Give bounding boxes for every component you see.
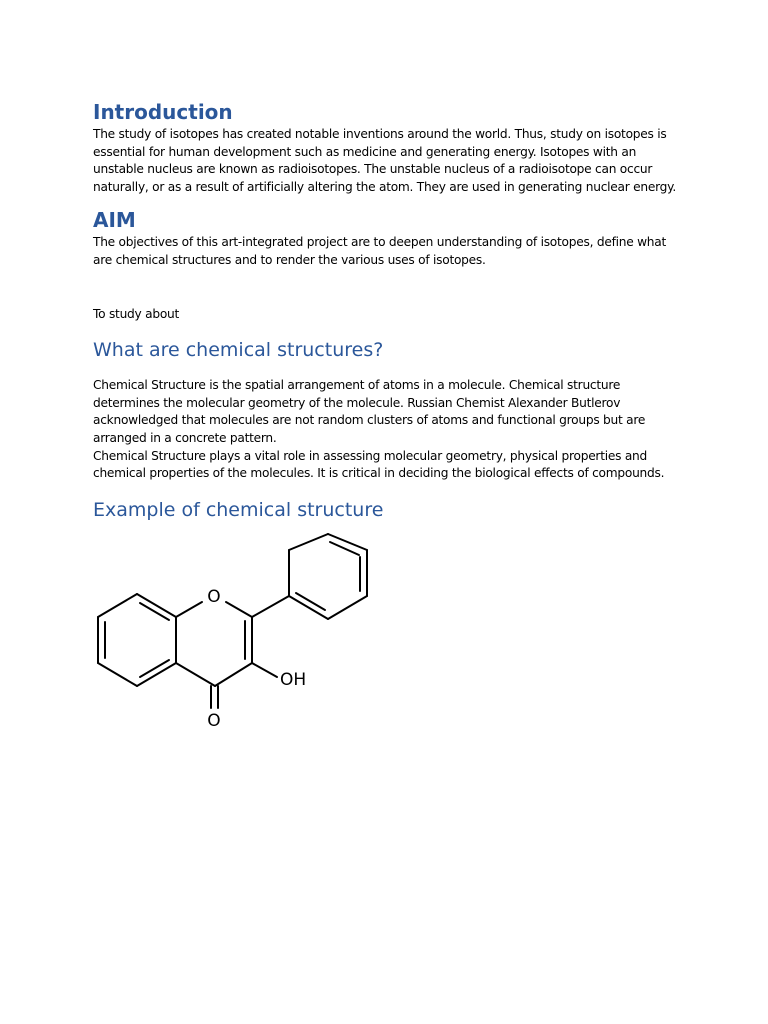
bond (215, 663, 252, 686)
bond (176, 663, 215, 686)
chemical-structures-body (93, 377, 678, 483)
bond (289, 534, 328, 550)
example-heading: Example of chemical structure (93, 498, 384, 521)
ring-oxygen-label: O (207, 587, 221, 607)
chemical-structures-paragraph-1: Chemical Structure is the spatial arrangement of atoms in a molecule. Chemical structure determines the molecular geometry of the molecule. Russian Chemist Alexander Butlerov acknowledged that molecules are not random clusters of atoms and functional groups but are arranged in a concrete pattern. (93, 378, 646, 445)
hydroxyl-label: OH (280, 670, 307, 690)
bond-double-inner (140, 660, 169, 677)
introduction-text: The study of isotopes has created notable inventions around the world. Thus, study on isotopes is essential for human development such as medicine and generating energy. Isotopes with an unstable nucleus are known as radioisotopes. The unstable nucleus of a radioisotope can occur naturally, or as a result of artificially altering the atom. They are used in generating nuclear energy. (93, 127, 676, 194)
structure-bonds (98, 534, 367, 708)
bond (252, 596, 289, 617)
bond (98, 594, 137, 617)
aim-heading: AIM (93, 208, 136, 233)
bond (328, 596, 367, 619)
carbonyl-oxygen-label: O (207, 711, 221, 731)
bond-double-inner (296, 593, 325, 610)
document-page (93, 98, 678, 523)
introduction-heading: Introduction (93, 100, 233, 124)
chemical-structures-heading: What are chemical structures? (93, 339, 384, 362)
bond-double-inner (140, 603, 169, 620)
bond (176, 602, 202, 617)
bond-hydroxyl (252, 663, 277, 677)
aim-text: The objectives of this art-integrated project are to deepen understanding of isotopes, define what are chemical structures and to render the various uses of isotopes. (93, 235, 667, 267)
bond (226, 602, 252, 617)
study-about-text: To study about (93, 306, 180, 321)
bond (98, 663, 137, 686)
flavonol-structure-diagram (80, 525, 400, 735)
chemical-structures-paragraph-2: Chemical Structure plays a vital role in assessing molecular geometry, physical properties and chemical properties of the molecules. It is critical in deciding the biological effects of compounds. (93, 448, 665, 481)
bond (328, 534, 367, 550)
